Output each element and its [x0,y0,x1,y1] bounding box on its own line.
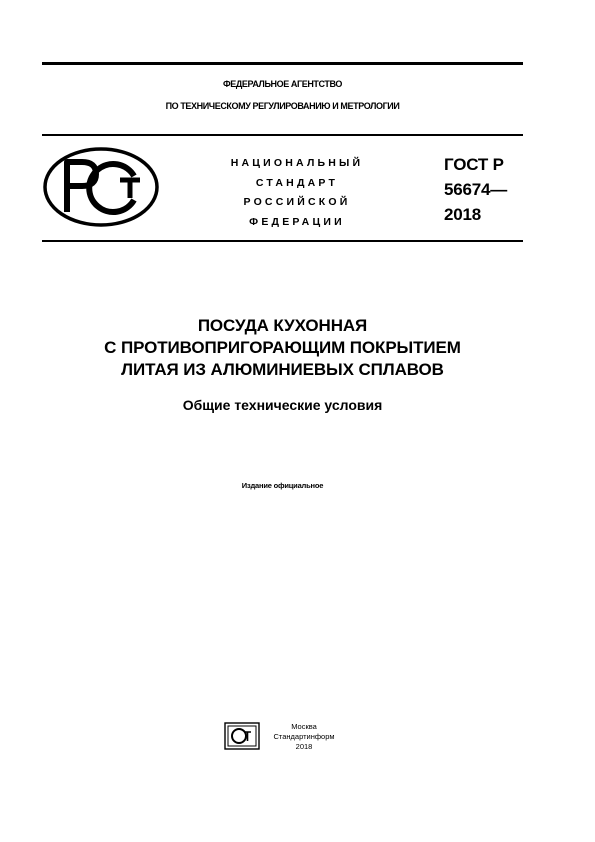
standard-type-line3: РОССИЙСКОЙ [243,196,351,208]
title-line1: ПОСУДА КУХОННАЯ [197,316,368,335]
standard-type-line4: ФЕДЕРАЦИИ [249,215,345,228]
publisher-info [266,722,342,752]
header-top-rule [42,62,523,65]
publisher-name: Стандартинформ [273,732,335,741]
header-middle-rule [42,134,523,136]
title-line3: ЛИТАЯ ИЗ АЛЮМИНИЕВЫХ СПЛАВОВ [121,360,444,379]
document-subtitle: Общие технические условия [182,397,383,413]
gost-line2: 56674— [444,180,508,199]
official-edition-label: Издание официальное [241,481,324,490]
agency-name-line2: ПО ТЕХНИЧЕСКОМУ РЕГУЛИРОВАНИЮ И МЕТРОЛОГИИ [165,101,400,111]
agency-name-line1: ФЕДЕРАЛЬНОЕ АГЕНТСТВО [223,79,342,89]
gost-line1: ГОСТ Р [444,155,504,174]
title-line2: С ПРОТИВОПРИГОРАЮЩИМ ПОКРЫТИЕМ [104,338,461,357]
gost-number [444,152,507,227]
header-bottom-rule [42,240,523,242]
standartinform-logo-icon [224,722,260,750]
publisher-year: 2018 [295,742,313,751]
standard-type-line1: НАЦИОНАЛЬНЫЙ [230,157,364,169]
document-title [42,315,523,413]
standard-type-line2: СТАНДАРТ [255,176,339,189]
publisher-city: Москва [291,722,317,731]
gost-line3: 2018 [444,205,482,224]
rst-emblem-icon [42,146,160,228]
national-standard-label [212,154,382,232]
